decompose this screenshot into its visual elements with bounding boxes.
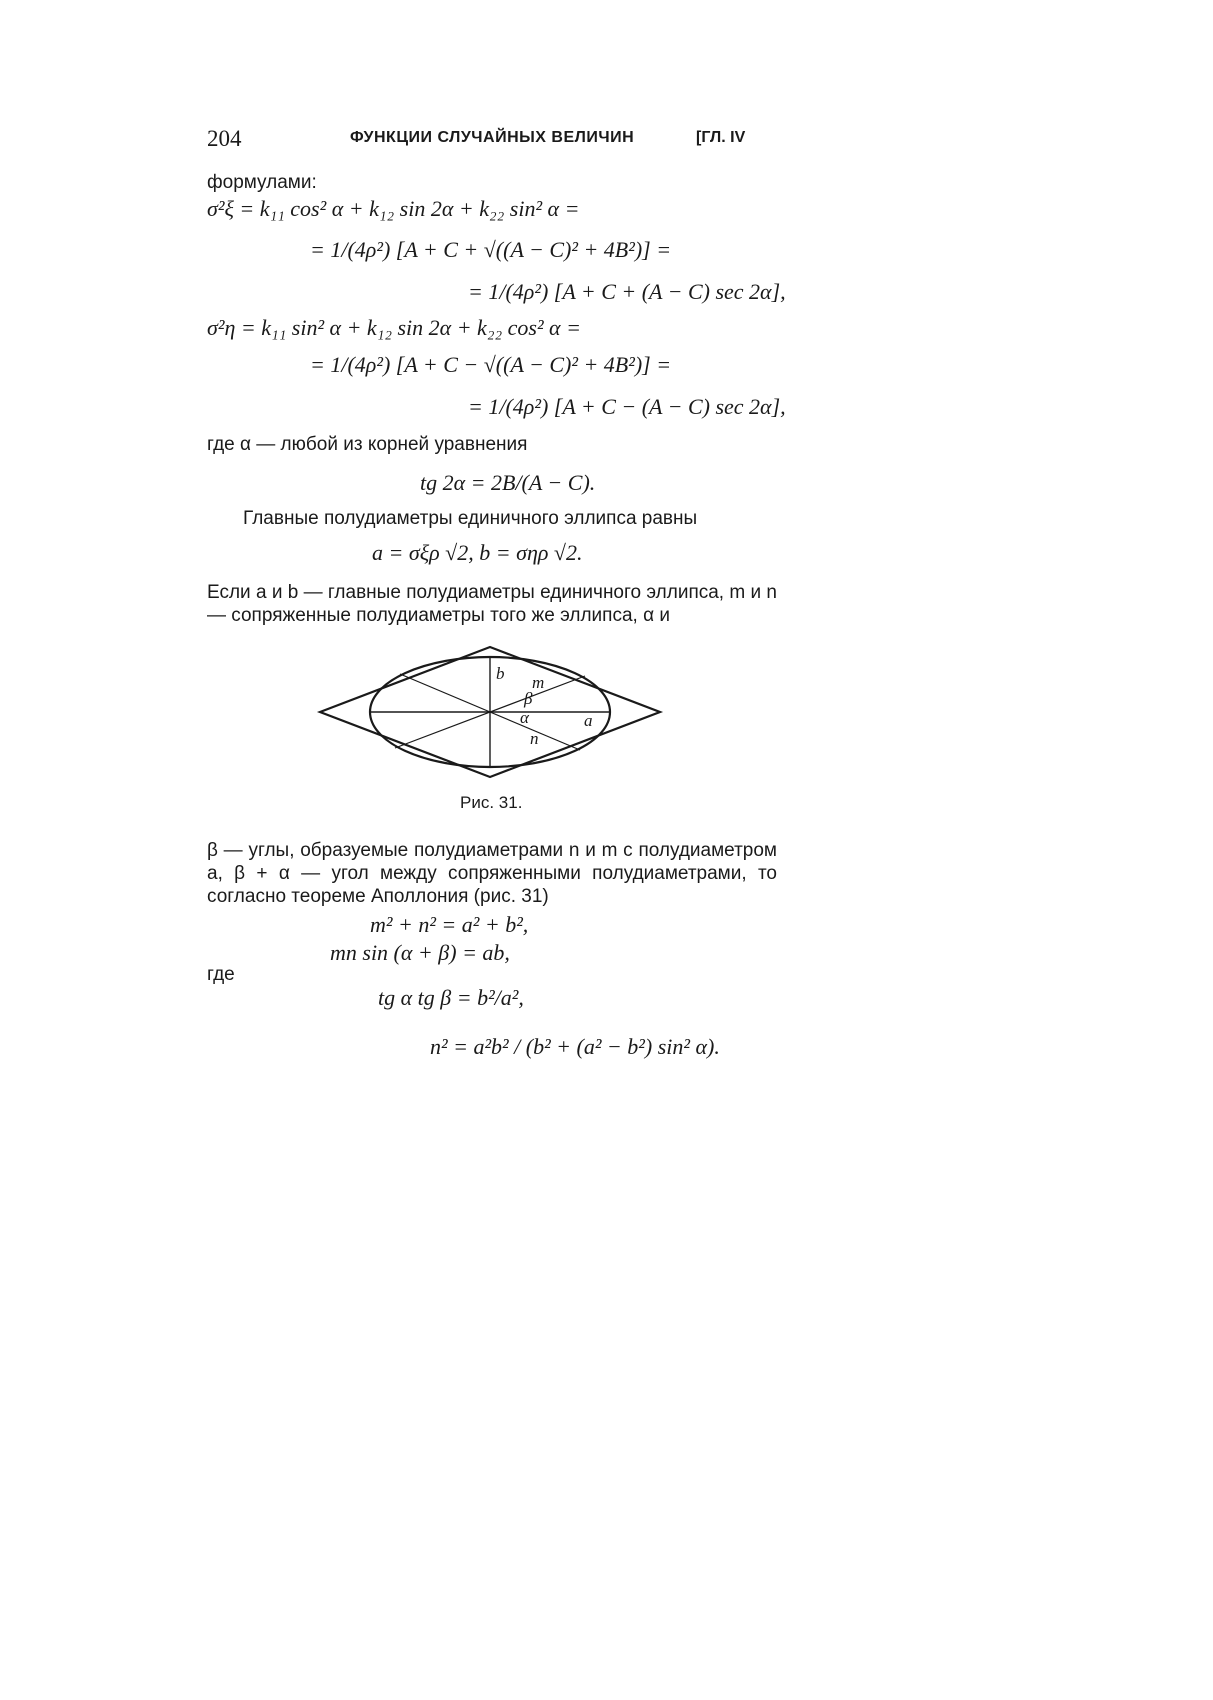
equation-sigma-xi-line1: σ²ξ = k₁₁ cos² α + k₁₂ sin 2α + k₂₂ sin² α = bbox=[207, 196, 580, 221]
equation-sigma-eta-line2: = 1/(4ρ²) [A + C − √((A − C)² + 4B²)] = bbox=[310, 352, 672, 377]
label-alpha: α bbox=[520, 708, 529, 727]
figure-ellipse-diagram bbox=[310, 640, 670, 790]
equation-apollonius-2: mn sin (α + β) = ab, bbox=[330, 940, 510, 965]
equation-semiaxes: a = σξρ √2, b = σηρ √2. bbox=[372, 540, 583, 565]
equation-tg-product: tg α tg β = b²/a², bbox=[378, 985, 524, 1010]
equation-sigma-eta-line3: = 1/(4ρ²) [A + C − (A − C) sec 2α], bbox=[468, 394, 786, 419]
label-a: a bbox=[584, 711, 593, 730]
where-root-text: где α — любой из корней уравнения bbox=[207, 434, 528, 455]
label-m: m bbox=[532, 673, 545, 692]
running-title: ФУНКЦИИ СЛУЧАЙНЫХ ВЕЛИЧИН bbox=[350, 129, 635, 146]
equation-sigma-eta-line1: σ²η = k₁₁ sin² α + k₁₂ sin 2α + k₂₂ cos² α = bbox=[207, 315, 581, 340]
equation-sigma-xi-line3: = 1/(4ρ²) [A + C + (A − C) sec 2α], bbox=[468, 279, 786, 304]
where-text: где bbox=[207, 964, 235, 985]
equation-tg2alpha: tg 2α = 2B/(A − C). bbox=[420, 470, 596, 495]
label-b: b bbox=[496, 664, 505, 683]
paragraph-conjugate: Если a и b — главные полудиаметры единичного эллипса, m и n — сопряженные полудиаметры того же эллипса, α и bbox=[207, 582, 777, 626]
semiaxes-intro: Главные полудиаметры единичного эллипса равны bbox=[243, 508, 698, 529]
figure-caption: Рис. 31. bbox=[460, 793, 523, 812]
equation-n-squared: n² = a²b² / (b² + (a² − b²) sin² α). bbox=[430, 1034, 720, 1059]
label-beta: β bbox=[524, 689, 533, 708]
chapter-label: [ГЛ. IV bbox=[696, 129, 746, 146]
equation-apollonius-1: m² + n² = a² + b², bbox=[370, 912, 529, 937]
paragraph-angles: β — углы, образуемые полудиаметрами n и m с полудиаметром a, β + α — угол между сопряженными полудиаметрами, то согласно теореме Аполлония (рис. 31) bbox=[207, 840, 777, 907]
label-n: n bbox=[530, 729, 539, 748]
page-number: 204 bbox=[207, 126, 242, 151]
intro-text: формулами: bbox=[207, 172, 317, 193]
equation-sigma-xi-line2: = 1/(4ρ²) [A + C + √((A − C)² + 4B²)] = bbox=[310, 237, 672, 262]
